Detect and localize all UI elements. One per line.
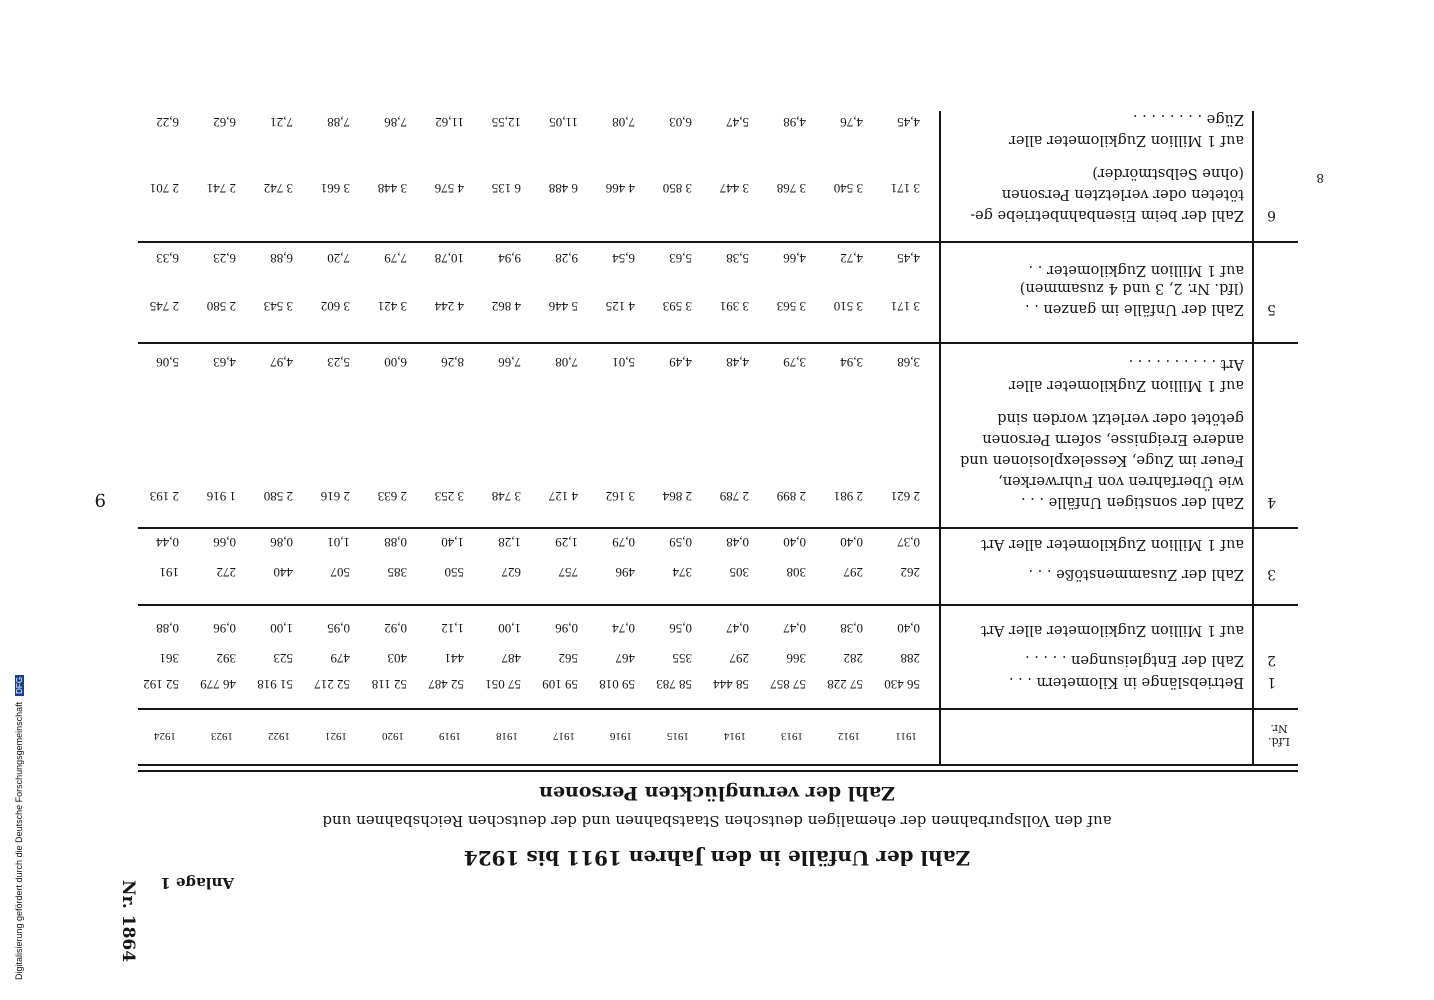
row-description [954, 277, 1244, 319]
table-cell: 6 488 [548, 181, 578, 196]
table-cell: 6,23 [213, 251, 236, 266]
row-description [954, 407, 1244, 512]
year-header: 1921 [325, 730, 347, 742]
header-rule [138, 709, 1298, 711]
table-cell: 403 [387, 651, 407, 666]
page-subtitle: auf den Vollspurbahnen der ehemaligen deutschen Staatsbahnen und der deutschen Reichsbahnen und [322, 812, 1112, 830]
table-cell: 2 701 [149, 181, 179, 196]
table-cell: 262 [900, 565, 920, 580]
table-cell: 4,49 [669, 355, 692, 370]
table-cell: 6,33 [156, 251, 179, 266]
description-line: Zahl der Unfälle im ganzen . . [1024, 301, 1244, 317]
table-cell: 0,92 [384, 621, 407, 636]
side-mark: 8 [1316, 171, 1324, 185]
table-cell: 4 862 [491, 299, 521, 314]
table-cell: 374 [672, 565, 692, 580]
table-cell: 366 [786, 651, 806, 666]
table-cell: 6,03 [669, 115, 692, 130]
table-cell: 0,74 [612, 621, 635, 636]
year-header: 1911 [895, 730, 917, 742]
year-header: 1917 [553, 730, 575, 742]
table-cell: 3 391 [719, 299, 749, 314]
description-line: (lfd. Nr. 2, 3 und 4 zusammen) [1019, 280, 1244, 296]
table-cell: 2 741 [206, 181, 236, 196]
table-cell: 52 192 [143, 677, 179, 692]
table-cell: 3 540 [833, 181, 863, 196]
description-line: Zahl der beim Eisenbahnbetriebe ge- [970, 207, 1244, 223]
description-line: auf 1 Million Zugkilometer aller Art [981, 536, 1244, 552]
table-cell: 9,28 [555, 251, 578, 266]
description-line: Betriebslänge in Kilometern . . . [1008, 674, 1244, 690]
table-cell: 467 [615, 651, 635, 666]
table-cell: 7,86 [384, 115, 407, 130]
table-cell: 0,96 [555, 621, 578, 636]
description-line: töteten oder verletzten Personen [1001, 186, 1244, 202]
table-cell: 52 118 [371, 677, 407, 692]
table-cell: 3 661 [320, 181, 350, 196]
table-cell: 3 850 [662, 181, 692, 196]
description-line: (ohne Selbstmörder) [1092, 165, 1244, 181]
table-cell: 7,08 [555, 355, 578, 370]
table-cell: 51 918 [257, 677, 293, 692]
table-cell: 8,26 [441, 355, 464, 370]
table-cell: 0,88 [156, 621, 179, 636]
table-cell: 9,94 [498, 251, 521, 266]
table-cell: 2 616 [320, 489, 350, 504]
table-cell: 4,66 [783, 251, 806, 266]
document-number: Nr. 1864 [118, 880, 138, 963]
table-cell: 6,54 [612, 251, 635, 266]
col-rule [1253, 111, 1255, 766]
table-cell: 0,40 [783, 535, 806, 550]
table-cell: 0,95 [327, 621, 350, 636]
credit-text: Digitalisierung gefördert durch die Deutsche Forschungsgemeinschaft [14, 701, 24, 980]
table-cell: 0,37 [897, 535, 920, 550]
row-rule [138, 605, 1298, 607]
table-cell: 1,00 [498, 621, 521, 636]
table-cell: 46 779 [200, 677, 236, 692]
table-cell: 1,01 [327, 535, 350, 550]
description-line: Züge . . . . . . . . [1132, 111, 1244, 127]
table-cell: 52 217 [314, 677, 350, 692]
table-cell: 3 171 [890, 299, 920, 314]
table-cell: 52 487 [428, 677, 464, 692]
year-header: 1923 [211, 730, 233, 742]
table-cell: 0,59 [669, 535, 692, 550]
row-rule [138, 528, 1298, 530]
row-description [954, 353, 1244, 395]
table-cell: 0,88 [384, 535, 407, 550]
table-cell: 11,62 [435, 115, 464, 130]
table-cell: 10,78 [434, 251, 464, 266]
table-cell: 3,79 [783, 355, 806, 370]
table-cell: 12,55 [491, 115, 521, 130]
table-cell: 57 857 [770, 677, 806, 692]
table-cell: 5,23 [327, 355, 350, 370]
table-cell: 272 [216, 565, 236, 580]
table-cell: 2 789 [719, 489, 749, 504]
table-cell: 4 466 [605, 181, 635, 196]
table-cell: 297 [729, 651, 749, 666]
table-cell: 1,12 [441, 621, 464, 636]
table-cell: 7,21 [270, 115, 293, 130]
table-cell: 0,47 [726, 621, 749, 636]
table-cell: 288 [900, 651, 920, 666]
year-header: 1914 [724, 730, 746, 742]
table-cell: 355 [672, 651, 692, 666]
col-rule [940, 111, 942, 766]
table-cell: 6,62 [213, 115, 236, 130]
anlage-label: Anlage 1 [160, 874, 234, 892]
table-cell: 3 602 [320, 299, 350, 314]
table-cell: 3 448 [377, 181, 407, 196]
year-header: 1912 [838, 730, 860, 742]
table-cell: 1,40 [441, 535, 464, 550]
table-cell: 3,94 [840, 355, 863, 370]
description-line: Zahl der Zusammenstöße . . . [1028, 566, 1244, 582]
table-cell: 4 244 [434, 299, 464, 314]
table-cell: 479 [330, 651, 350, 666]
table-cell: 59 018 [599, 677, 635, 692]
table-cell: 440 [273, 565, 293, 580]
year-header: 1924 [154, 730, 176, 742]
lfd-nr-header: Lfd. Nr. [1268, 722, 1290, 748]
description-line: auf 1 Million Zugkilometer aller Art [981, 622, 1244, 638]
description-line: andere Ereignisse, sofern Personen [982, 431, 1244, 447]
row-number: 2 [1267, 652, 1276, 668]
table-cell: 550 [444, 565, 464, 580]
page-title: Zahl der Unfälle in den Jahren 1911 bis 1924 [463, 846, 971, 870]
row-number: 6 [1267, 207, 1276, 223]
table-cell: 627 [501, 565, 521, 580]
table-cell: 3 510 [833, 299, 863, 314]
table-cell: 757 [558, 565, 578, 580]
table-cell: 2 193 [149, 489, 179, 504]
table-cell: 6 135 [491, 181, 521, 196]
table-cell: 4,45 [897, 115, 920, 130]
table-cell: 4,45 [897, 251, 920, 266]
table-top-rule-inner [138, 765, 1298, 767]
table-cell: 3 742 [263, 181, 293, 196]
table-cell: 385 [387, 565, 407, 580]
row-rule [138, 242, 1298, 244]
description-line: Art . . . . . . . . . . [1128, 356, 1244, 372]
table-cell: 7,66 [498, 355, 521, 370]
table-cell: 2 899 [776, 489, 806, 504]
page-subtitle-2: Zahl der verunglückten Personen [539, 782, 895, 804]
row-description [954, 259, 1244, 280]
table-cell: 1,29 [555, 535, 578, 550]
table-cell: 0,48 [726, 535, 749, 550]
year-header: 1913 [781, 730, 803, 742]
row-description [954, 649, 1244, 670]
table-cell: 4,72 [840, 251, 863, 266]
table-cell: 2 580 [206, 299, 236, 314]
table-cell: 2 981 [833, 489, 863, 504]
table-top-rule [138, 770, 1298, 772]
table-cell: 2 580 [263, 489, 293, 504]
table-cell: 5,01 [612, 355, 635, 370]
table-cell: 1 916 [206, 489, 236, 504]
table-cell: 5,06 [156, 355, 179, 370]
year-header: 1922 [268, 730, 290, 742]
table-cell: 2 621 [890, 489, 920, 504]
description-line: auf 1 Million Zugkilometer aller [1008, 132, 1244, 148]
table-cell: 523 [273, 651, 293, 666]
year-header: 1920 [382, 730, 404, 742]
description-line: Feuer im Zuge, Kesselexplosionen und [960, 452, 1244, 468]
table-cell: 0,47 [783, 621, 806, 636]
table-cell: 392 [216, 651, 236, 666]
table-cell: 58 783 [656, 677, 692, 692]
table-cell: 59 109 [542, 677, 578, 692]
row-number: 5 [1267, 301, 1276, 317]
description-line: wie Überfahren von Fuhrwerken, [998, 473, 1244, 489]
table-cell: 3 447 [719, 181, 749, 196]
row-description [954, 619, 1244, 640]
row-number: 4 [1267, 494, 1276, 510]
table-cell: 1,28 [498, 535, 521, 550]
table-cell: 0,66 [213, 535, 236, 550]
table-cell: 297 [843, 565, 863, 580]
table-cell: 0,44 [156, 535, 179, 550]
row-description [954, 563, 1244, 584]
table-cell: 11,05 [549, 115, 578, 130]
table-cell: 2 745 [149, 299, 179, 314]
table-cell: 4,98 [783, 115, 806, 130]
table-cell: 5 446 [548, 299, 578, 314]
table-cell: 2 864 [662, 489, 692, 504]
page-number: 9 [94, 489, 106, 510]
description-line: auf 1 Million Zugkilometer . . [1028, 262, 1244, 278]
table-cell: 4,76 [840, 115, 863, 130]
table-cell: 3 563 [776, 299, 806, 314]
row-description [954, 108, 1244, 150]
table-cell: 0,96 [213, 621, 236, 636]
table-cell: 57 228 [827, 677, 863, 692]
table-cell: 487 [501, 651, 521, 666]
table-cell: 305 [729, 565, 749, 580]
year-header: 1918 [496, 730, 518, 742]
table-cell: 56 430 [884, 677, 920, 692]
table-cell: 0,86 [270, 535, 293, 550]
row-description [954, 162, 1244, 225]
row-number: 1 [1267, 674, 1276, 690]
table-cell: 2 633 [377, 489, 407, 504]
table-cell: 3,68 [897, 355, 920, 370]
year-header: 1915 [667, 730, 689, 742]
table-cell: 3 748 [491, 489, 521, 504]
table-cell: 0,79 [612, 535, 635, 550]
table-cell: 3 543 [263, 299, 293, 314]
table-cell: 3 593 [662, 299, 692, 314]
table-cell: 58 444 [713, 677, 749, 692]
table-cell: 0,56 [669, 621, 692, 636]
table-cell: 1,00 [270, 621, 293, 636]
table-cell: 7,08 [612, 115, 635, 130]
table-cell: 6,88 [270, 251, 293, 266]
table-cell: 562 [558, 651, 578, 666]
table-cell: 0,38 [840, 621, 863, 636]
table-cell: 5,38 [726, 251, 749, 266]
table-cell: 57 051 [485, 677, 521, 692]
table-cell: 441 [444, 651, 464, 666]
table-cell: 507 [330, 565, 350, 580]
year-header: 1919 [439, 730, 461, 742]
description-line: Zahl der Entgleisungen . . . . . [1024, 652, 1244, 668]
table-cell: 3 162 [605, 489, 635, 504]
table-cell: 361 [159, 651, 179, 666]
description-line: auf 1 Million Zugkilometer aller [1008, 377, 1244, 393]
table-cell: 4 576 [434, 181, 464, 196]
table-cell: 7,79 [384, 251, 407, 266]
table-cell: 3 171 [890, 181, 920, 196]
table-cell: 6,22 [156, 115, 179, 130]
table-cell: 4 127 [548, 489, 578, 504]
row-number: 3 [1267, 566, 1276, 582]
table-cell: 4,97 [270, 355, 293, 370]
year-header: 1916 [610, 730, 632, 742]
dfg-logo: DFG [15, 676, 24, 694]
table-cell: 5,63 [669, 251, 692, 266]
row-description [954, 671, 1244, 692]
table-cell: 282 [843, 651, 863, 666]
table-cell: 5,47 [726, 115, 749, 130]
table-cell: 3 768 [776, 181, 806, 196]
table-cell: 0,40 [840, 535, 863, 550]
table-cell: 4 125 [605, 299, 635, 314]
row-rule [138, 343, 1298, 345]
table-cell: 7,20 [327, 251, 350, 266]
table-cell: 4,63 [213, 355, 236, 370]
table-cell: 3 253 [434, 489, 464, 504]
row-description [954, 533, 1244, 554]
description-line: Zahl der sonstigen Unfälle . . . [1020, 494, 1244, 510]
table-cell: 0,40 [897, 621, 920, 636]
table-cell: 308 [786, 565, 806, 580]
table-cell: 3 421 [377, 299, 407, 314]
table-cell: 7,88 [327, 115, 350, 130]
table-cell: 191 [159, 565, 179, 580]
description-line: getötet oder verletzt worden sind [997, 410, 1244, 426]
table-cell: 6,00 [384, 355, 407, 370]
table-cell: 496 [615, 565, 635, 580]
table-cell: 4,48 [726, 355, 749, 370]
